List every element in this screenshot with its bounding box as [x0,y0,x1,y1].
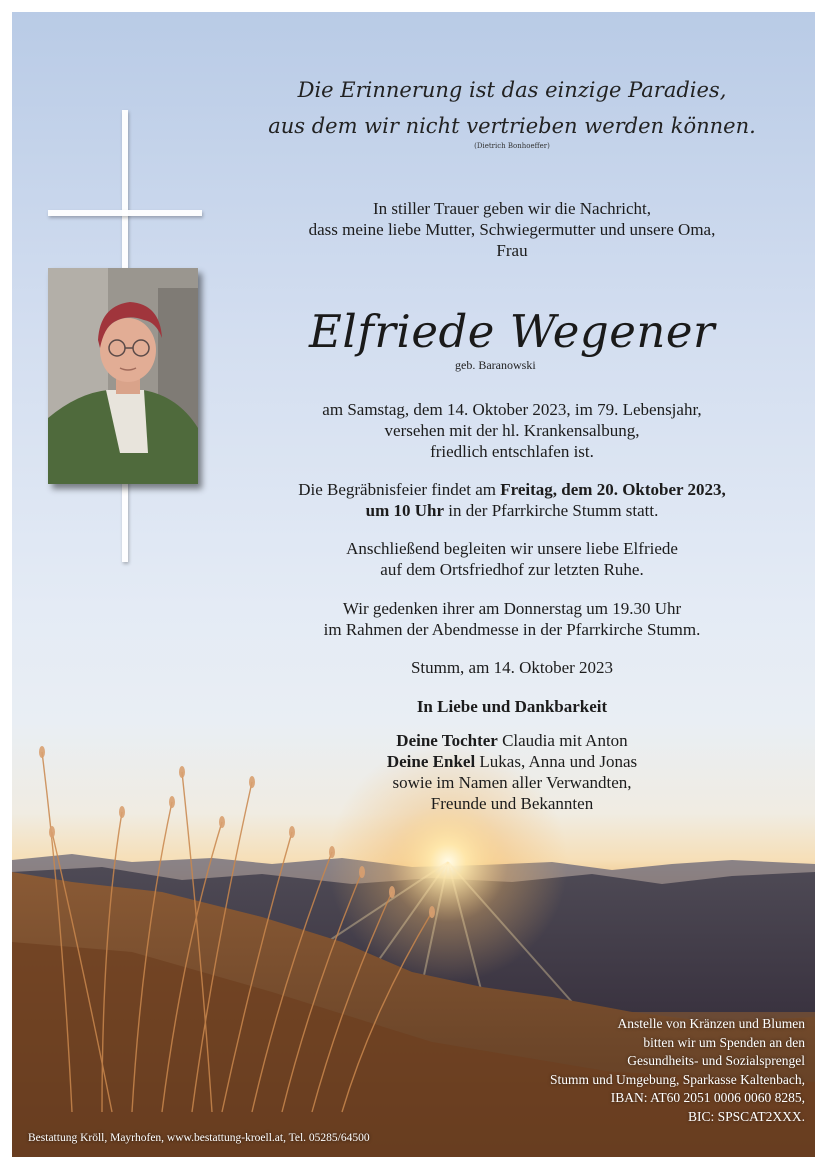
birth-name: geb. Baranowski [455,358,536,372]
donation-line-3: Gesundheits- und Sozialsprengel [627,1053,805,1068]
memorial-quote [212,72,812,144]
mourners-list [212,730,812,814]
mourner-daughter [212,730,812,751]
quote-line-1: Die Erinnerung ist das einzige Paradies, [297,78,727,102]
quote-author: (Dietrich Bonhoeffer) [474,142,550,150]
deceased-name: Elfriede Wegener [309,305,715,358]
funeral-line-2 [212,500,812,521]
funeral-prefix: Die Begräbnisfeier findet am [298,480,501,499]
funeral-info [212,479,812,521]
funeral-date: Freitag, dem 20. Oktober 2023, [500,480,726,499]
mass-line-1: Wir gedenken ihrer am Donnerstag um 19.30 Uhr [342,599,682,618]
intro-line-2: dass meine liebe Mutter, Schwiegermutter und unsere Oma, [308,220,716,239]
death-line-2: versehen mit der hl. Krankensalbung, [384,421,640,440]
mourner-line-3: sowie im Namen aller Verwandten, [392,773,632,792]
death-notice [212,399,812,462]
burial-line-2: auf dem Ortsfriedhof zur letzten Ruhe. [380,560,644,579]
funeral-home-footer: Bestattung Kröll, Mayrhofen, www.bestattung-kroell.at, Tel. 05285/64500 [28,1132,370,1144]
mourner-grandchildren [212,751,812,772]
intro-line-3: Frau [496,241,528,260]
donation-line-1: Anstelle von Kränzen und Blumen [617,1016,805,1031]
funeral-suffix: in der Pfarrkirche Stumm statt. [444,501,659,520]
daughter-names: Claudia mit Anton [497,731,628,750]
closing-phrase: In Liebe und Dankbarkeit [416,697,608,716]
death-line-1: am Samstag, dem 14. Oktober 2023, im 79. Lebensjahr, [322,400,702,419]
funeral-time: um 10 Uhr [365,501,445,520]
donation-line-6: BIC: SPSCAT2XXX. [687,1108,805,1124]
memorial-mass-info [212,598,812,640]
intro-line-1: In stiller Trauer geben wir die Nachricht, [372,199,652,218]
donation-line-5: IBAN: AT60 2051 0006 0060 8285, [610,1090,805,1105]
sunset-landscape-image [12,12,815,1157]
death-line-3: friedlich entschlafen ist. [430,442,594,461]
mourner-line-4: Freunde und Bekannten [430,794,594,813]
donation-line-2: bitten wir um Spenden an den [643,1034,805,1050]
mass-line-2: im Rahmen der Abendmesse in der Pfarrkirche Stumm. [323,620,701,639]
intro-text [212,198,812,261]
daughter-label: Deine Tochter [396,731,498,750]
obituary-card [12,12,815,1157]
quote-line-2: aus dem wir nicht vertrieben werden können. [268,114,756,138]
place-date: Stumm, am 14. Oktober 2023 [410,658,614,677]
burial-line-1: Anschließend begleiten wir unsere liebe Elfriede [346,539,678,558]
portrait-photo [48,268,198,484]
grandchildren-names: Lukas, Anna und Jonas [475,752,638,771]
burial-info [212,538,812,580]
portrait-image [48,268,198,484]
funeral-line-1 [212,479,812,500]
donation-line-4: Stumm und Umgebung, Sparkasse Kaltenbach, [550,1071,805,1087]
cross-horizontal-beam [48,210,202,216]
donation-request [550,1015,805,1126]
grandchildren-label: Deine Enkel [386,752,476,771]
